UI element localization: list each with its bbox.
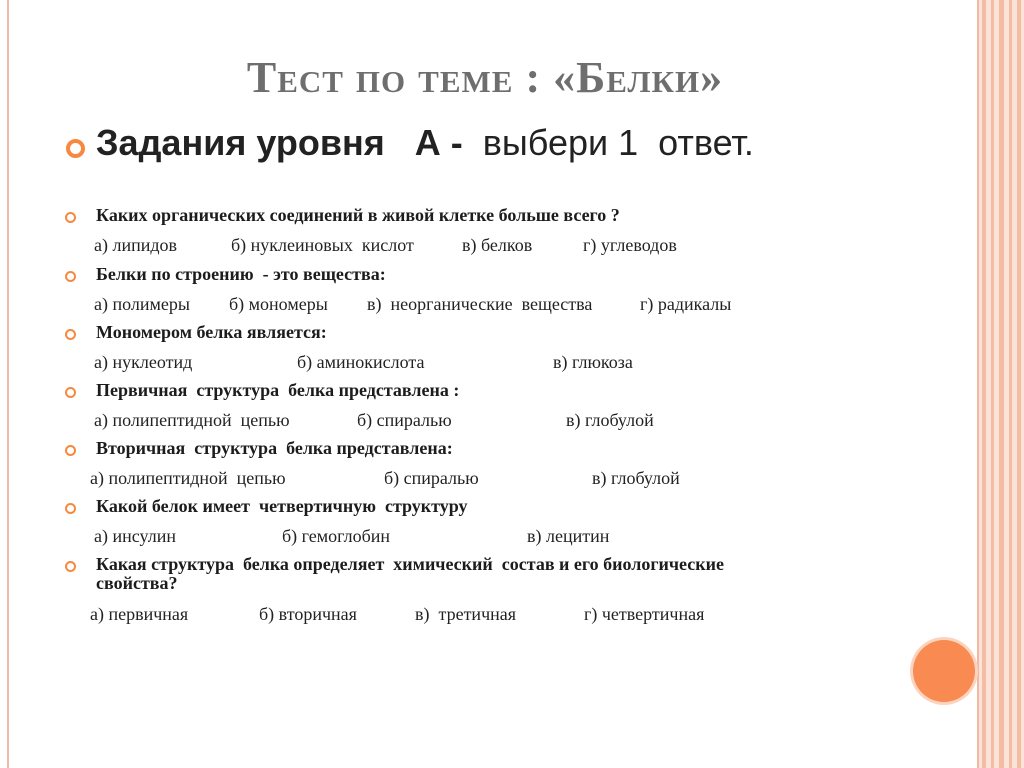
- answer-5a: а) полипептидной цепью: [90, 468, 286, 488]
- answer-7b: б) вторичная: [259, 604, 357, 624]
- answer-5b: б) спиралью: [384, 468, 479, 488]
- answer-7a: а) первичная: [90, 604, 189, 624]
- answer-2d: г) радикалы: [640, 294, 732, 314]
- answer-1c: в) белков: [462, 235, 533, 255]
- question-7-cont: свойства?: [96, 573, 178, 593]
- slide-title: Тест по теме : «Белки»: [246, 53, 724, 102]
- answer-3b: б) аминокислота: [297, 352, 425, 372]
- answer-6c: в) лецитин: [527, 526, 610, 546]
- answer-6b: б) гемоглобин: [282, 526, 391, 546]
- answer-3c: в) глюкоза: [553, 352, 633, 372]
- answer-6a: а) инсулин: [94, 526, 176, 546]
- question-6: Какой белок имеет четвертичную структуру: [96, 496, 468, 516]
- answer-4a: а) полипептидной цепью: [94, 410, 290, 430]
- answer-7d: г) четвертичная: [584, 604, 705, 624]
- answer-2a: а) полимеры: [94, 294, 190, 314]
- answer-3a: а) нуклеотид: [94, 352, 193, 372]
- bullet-icon: [65, 445, 76, 456]
- answer-5c: в) глобулой: [592, 468, 680, 488]
- bullet-icon: [65, 561, 76, 572]
- answer-4c: в) глобулой: [566, 410, 654, 430]
- question-5: Вторичная структура белка представлена:: [96, 438, 453, 458]
- bullet-icon: [65, 387, 76, 398]
- bullet-icon: [65, 503, 76, 514]
- question-1: Каких органических соединений в живой клетке больше всего ?: [96, 205, 620, 225]
- heading-bold: Задания уровня А -: [96, 122, 473, 163]
- answer-7c: в) третичная: [415, 604, 517, 624]
- answer-2b: б) мономеры: [229, 294, 328, 314]
- answer-1a: а) липидов: [94, 235, 178, 255]
- task-heading: [96, 122, 754, 164]
- bullet-icon: [65, 212, 76, 223]
- answer-1b: б) нуклеиновых кислот: [231, 235, 414, 255]
- bullet-icon: [65, 329, 76, 340]
- bullet-icon: [65, 271, 76, 282]
- question-4: Первичная структура белка представлена :: [96, 380, 460, 400]
- bullet-icon: [66, 139, 85, 158]
- answer-2c: в) неорганические вещества: [367, 294, 593, 314]
- answer-1d: г) углеводов: [583, 235, 677, 255]
- answer-4b: б) спиралью: [357, 410, 452, 430]
- heading-rest: выбери 1 ответ.: [472, 122, 754, 163]
- decorative-circle: [913, 640, 975, 702]
- question-2: Белки по строению - это вещества:: [96, 264, 386, 284]
- question-7: Какая структура белка определяет химический состав и его биологические: [96, 554, 724, 574]
- decorative-stripes: [979, 0, 1024, 768]
- question-3: Мономером белка является:: [96, 322, 327, 342]
